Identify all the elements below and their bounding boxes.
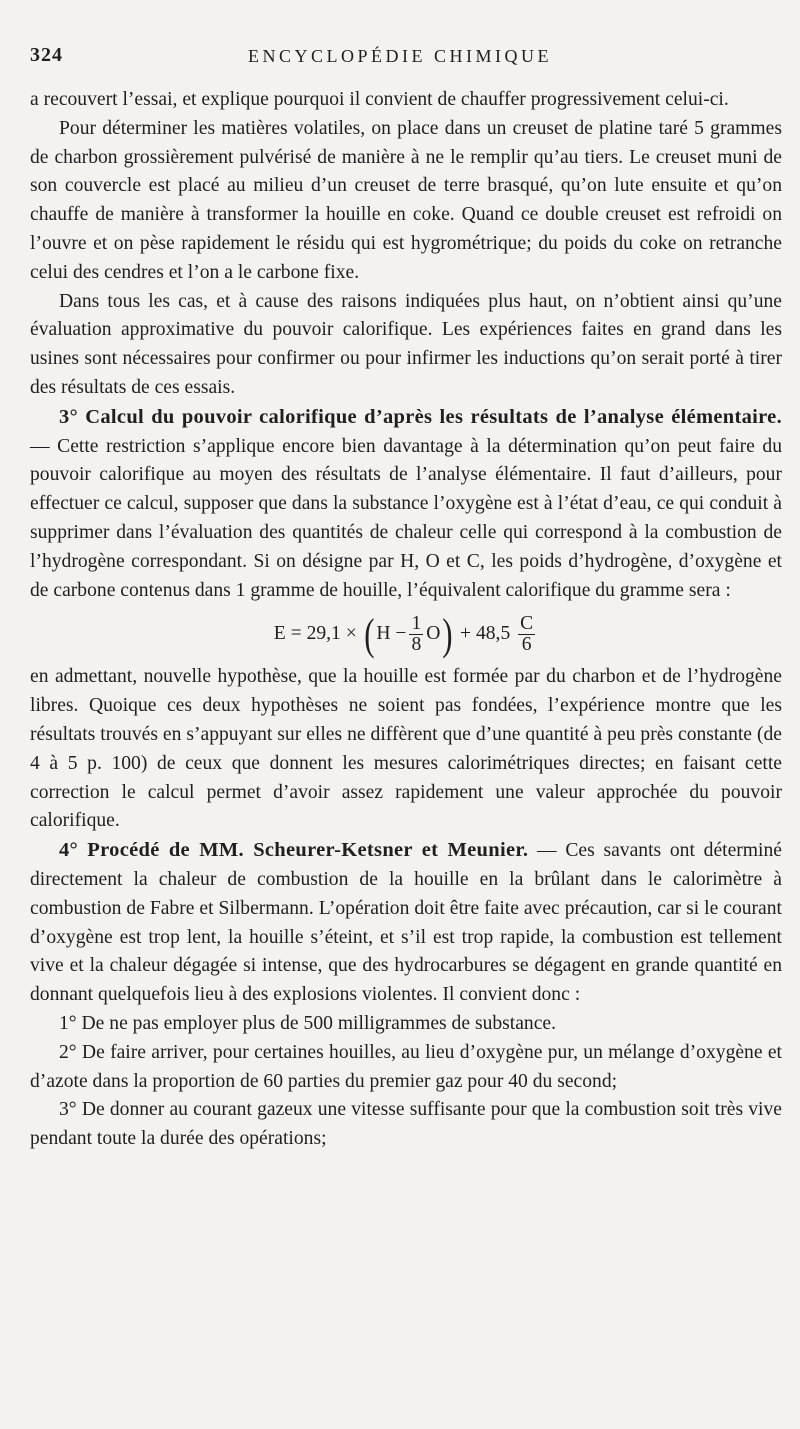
page-header xyxy=(30,44,770,74)
list-item-3: 3° De donner au courant gazeux une vitesse suffisante pour que la combustion soit très vive pendant toute la durée des opérations; xyxy=(30,1099,782,1150)
fraction-denominator: 8 xyxy=(411,634,422,656)
fraction-denominator: 6 xyxy=(521,634,532,656)
paragraph-hypothesis: en admettant, nouvelle hypothèse, que la houille est formée par du charbon et de l’hydrogène libres. Quoique ces deux hypothèses ne soient pas fondées, l’expérience montre que les résultats trouvés en s’appuyant sur elles ne diffèrent que d’une quantité à peu près constante (de 4 à 5 p. 100) de ceux que donnent les mesures calorimétriques directes; en faisant cette correction le calcul permet d’avoir assez rapidement une valeur approchée du pouvoir calorifique. xyxy=(30,666,782,832)
formula-o-term: O xyxy=(426,623,441,645)
formula-lhs: E = 29,1 × xyxy=(273,623,357,645)
section-3-heading: 3° Calcul du pouvoir calorifique d’après les résultats de l’analyse élémentaire. xyxy=(59,405,782,428)
formula-close-paren: ) xyxy=(442,609,453,659)
text-body xyxy=(30,86,782,1154)
paragraph-approximation: Dans tous les cas, et à cause des raisons indiquées plus haut, on n’obtient ainsi qu’une évaluation approximative du pouvoir calorifique. Les expériences faites en grand dans les usines sont nécessaires pour confirmer ou pour infirmer les inductions qu’on serait porté à tirer des résultats de ces essais. xyxy=(30,290,782,398)
running-title: ENCYCLOPÉDIE CHIMIQUE xyxy=(248,46,552,66)
section-3 xyxy=(30,403,782,606)
list-item-2: 2° De faire arriver, pour certaines houilles, au lieu d’oxygène pur, un mélange d’oxygène et d’azote dans la proportion de 60 parties du premier gaz pour 40 du second; xyxy=(30,1041,782,1092)
paragraph-volatile-matter: Pour déterminer les matières volatiles, on place dans un creuset de platine taré 5 grammes de charbon grossièrement pulvérisé de manière à ne le remplir qu’au tiers. Le creuset muni de son couvercle est placé au milieu d’un creuset de terre brasqué, qu’on lute ensuite et qu’on chauffe de manière à transformer la houille en coke. Quand ce double creuset est refroidi on l’ouvre et on pèse rapidement le résidu qui est hygrométrique; du poids du coke on retranche celui des cendres et l’on a le carbone fixe. xyxy=(30,117,782,283)
section-3-text: — Cette restriction s’applique encore bien davantage à la détermination qu’on peut faire du pouvoir calorifique au moyen des résultats de l’analyse élémentaire. Il faut d’ailleurs, pour effectuer ce calcul, supposer que dans la substance l’oxygène est à l’état d’eau, ce qui conduit à supprimer dans l’évaluation des quantités de chaleur celle qui correspond à la combustion de l’hydrogène correspondant. Si on désigne par H, O et C, les poids d’hydrogène, d’oxygène et de carbone contenus dans 1 gramme de houille, l’équivalent calorifique du gramme sera : xyxy=(30,435,782,601)
calorific-formula xyxy=(30,605,782,663)
page-number: 324 xyxy=(30,44,63,66)
formula-h-term: H − xyxy=(376,623,407,645)
formula-fraction-one-eighth xyxy=(409,614,423,655)
fraction-numerator: C xyxy=(520,613,534,635)
section-4-heading: 4° Procédé de MM. Scheurer-Ketsner et Meunier. xyxy=(59,839,529,862)
formula-fraction-c-over-6 xyxy=(518,614,535,655)
fraction-numerator: 1 xyxy=(411,613,422,635)
paragraph-continuation: a recouvert l’essai, et explique pourquoi il convient de chauffer progressivement celui-ci. xyxy=(30,89,729,110)
formula-open-paren: ( xyxy=(363,609,375,659)
section-4-text: — Ces savants ont déterminé directement la chaleur de combustion de la houille en la brûlant dans le calorimètre à combustion de Fabre et Silbermann. L’opération doit être faite avec précaution, car si le courant d’oxygène est trop lent, la houille s’éteint, et s’il est trop rapide, la combustion est tellement vive et la chaleur dégagée si intense, que des hydrocarbures se dégagent en grande quantité en donnant quelquefois lieu à des explosions violentes. Il convient donc : xyxy=(30,840,782,1006)
section-4 xyxy=(30,836,782,1010)
formula-plus-term: + 48,5 xyxy=(460,623,511,645)
list-item-1: 1° De ne pas employer plus de 500 milligrammes de substance. xyxy=(59,1012,557,1034)
